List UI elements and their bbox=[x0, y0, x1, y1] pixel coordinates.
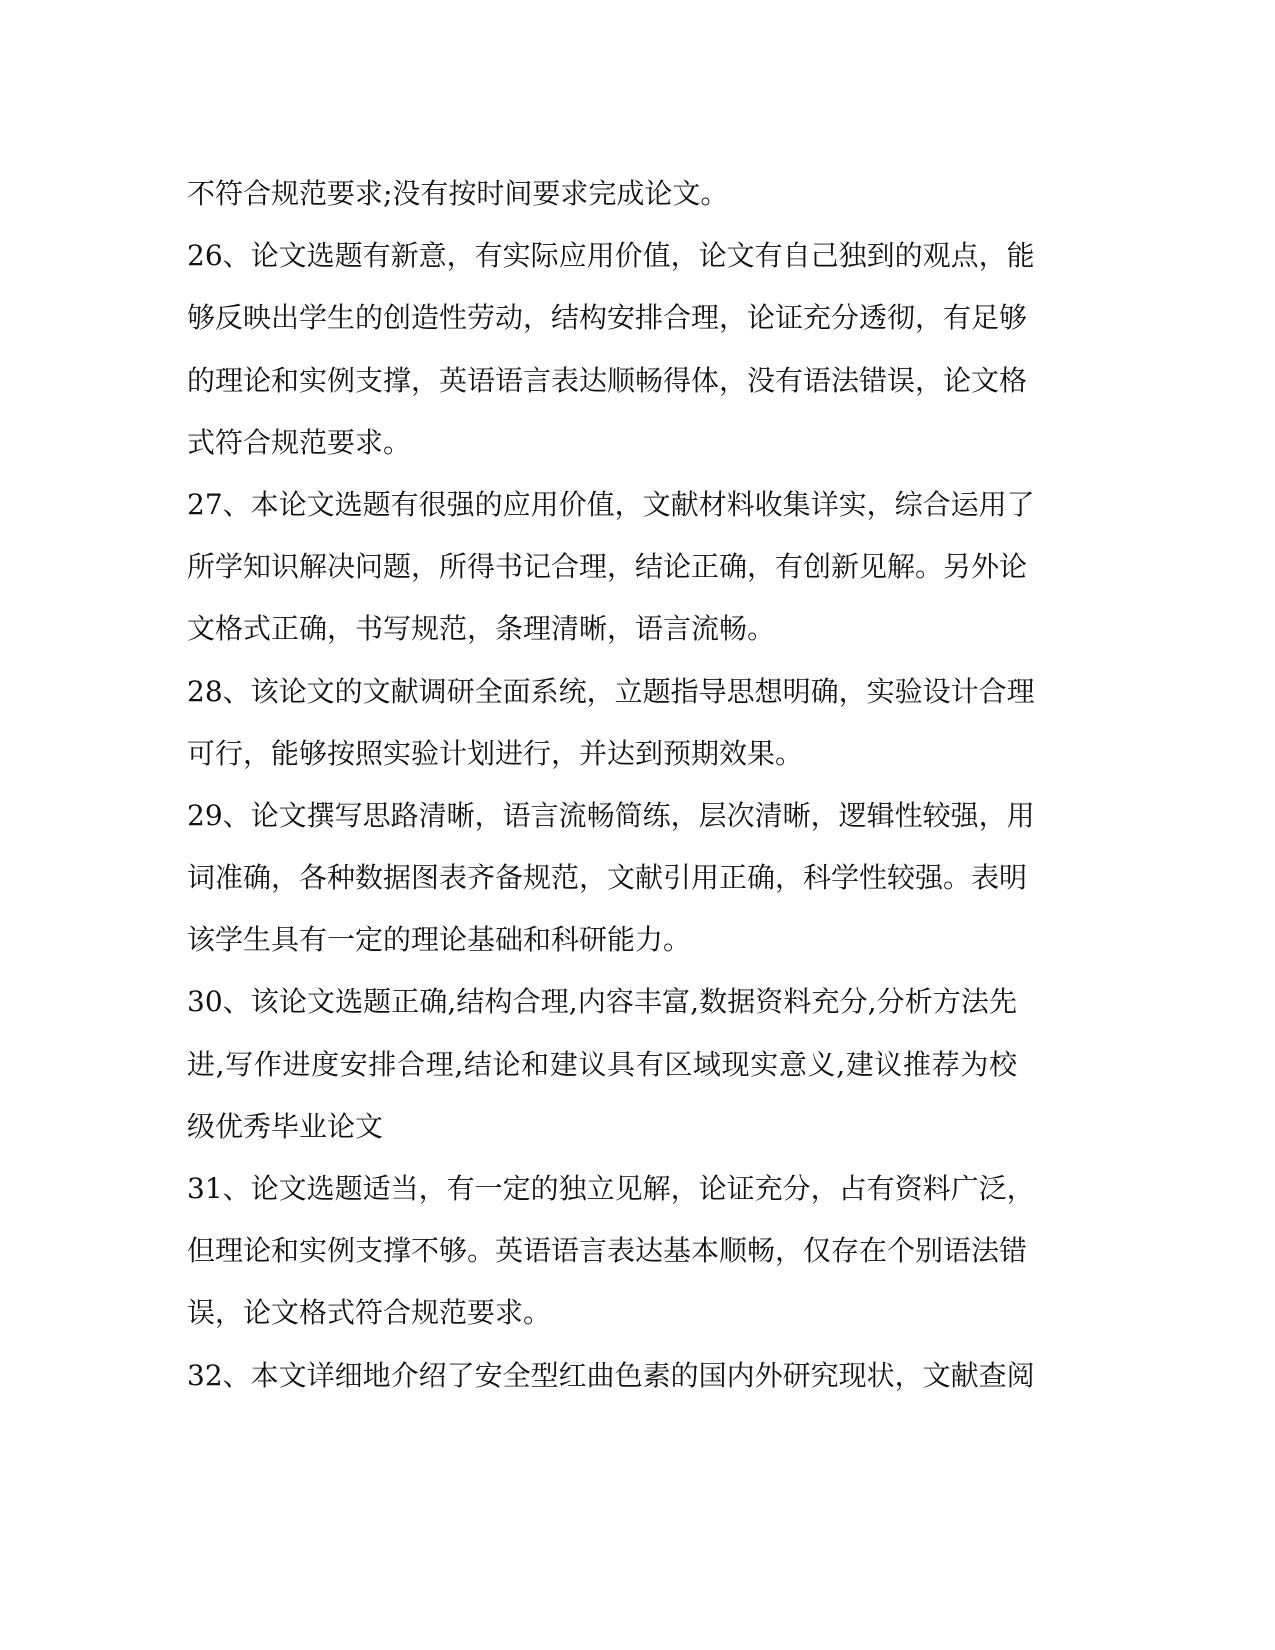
text-line: 30、该论文选题正确,结构合理,内容丰富,数据资料充分,分析方法先 bbox=[187, 985, 1017, 1019]
text-line: 不符合规范要求;没有按时间要求完成论文。 bbox=[187, 177, 729, 210]
text-line: 式符合规范要求。 bbox=[187, 425, 412, 459]
text-line: 可行，能够按照实验计划进行，并达到预期效果。 bbox=[187, 736, 804, 770]
text-line: 31、论文选题适当，有一定的独立见解，论证充分，占有资料广泛， bbox=[187, 1172, 1035, 1205]
text-line: 但理论和实例支撑不够。英语语言表达基本顺畅，仅存在个别语法错 bbox=[187, 1234, 1028, 1268]
text-line: 文格式正确，书写规范，条理清晰，语言流畅。 bbox=[187, 612, 776, 646]
text-line: 所学知识解决问题，所得书记合理，结论正确，有创新见解。另外论 bbox=[187, 550, 1028, 584]
text-line: 词准确，各种数据图表齐备规范，文献引用正确，科学性较强。表明 bbox=[187, 861, 1028, 895]
text-line: 级优秀毕业论文 bbox=[187, 1109, 384, 1143]
text-line: 29、论文撰写思路清晰，语言流畅简练，层次清晰，逻辑性较强，用 bbox=[187, 798, 1035, 832]
text-line: 进,写作进度安排合理,结论和建议具有区域现实意义,建议推荐为校 bbox=[187, 1047, 1017, 1081]
text-line: 26、论文选题有新意，有实际应用价值，论文有自己独到的观点，能 bbox=[187, 239, 1035, 273]
text-line: 28、该论文的文献调研全面系统，立题指导思想明确，实验设计合理 bbox=[187, 674, 1035, 708]
text-line: 该学生具有一定的理论基础和科研能力。 bbox=[187, 923, 692, 957]
text-line: 32、本文详细地介绍了安全型红曲色素的国内外研究现状，文献查阅 bbox=[187, 1358, 1035, 1392]
document-body-text bbox=[187, 163, 1035, 1407]
text-line: 的理论和实例支撑，英语语言表达顺畅得体，没有语法错误，论文格 bbox=[187, 363, 1028, 397]
text-line: 27、本论文选题有很强的应用价值，文献材料收集详实，综合运用了 bbox=[187, 487, 1035, 521]
text-line: 误，论文格式符合规范要求。 bbox=[187, 1296, 552, 1330]
text-line: 够反映出学生的创造性劳动，结构安排合理，论证充分透彻，有足够 bbox=[187, 301, 1028, 335]
